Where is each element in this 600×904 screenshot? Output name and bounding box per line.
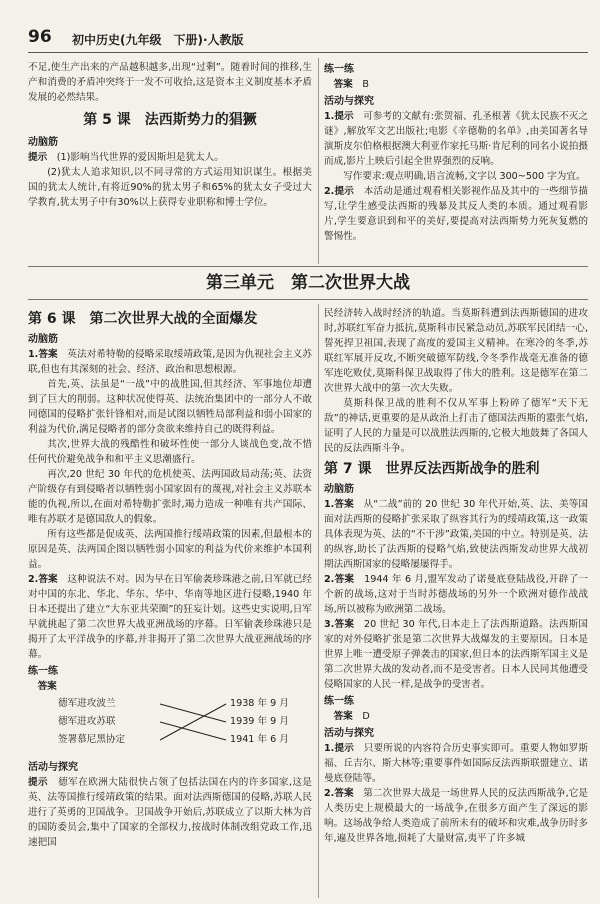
item-number: 1. [28, 349, 39, 360]
right-bottom-column [324, 306, 588, 898]
answer-item-3 [324, 617, 588, 692]
column-divider [318, 304, 319, 898]
item-label: 答案 [334, 788, 354, 799]
section-heading-practice: 练一练 [28, 666, 58, 677]
activity-item-2 [324, 184, 588, 244]
book-title: 初中历史(九年级 下册)·人教版 [72, 33, 244, 47]
activity-item-1 [324, 741, 588, 786]
answer-item-2 [324, 572, 588, 617]
tip-text: 德军在欧洲大陆很快占领了包括法国在内的许多国家,这是英、法等国推行绥靖政策的结果。面对法西斯德国的侵略,苏联人民进行了英勇的卫国战争。卫国战争开始后,苏联成立了以斯大林为首的国防委员会,集中了国家的全部权力,按战时体制改组党政工作,迅速把国 [28, 777, 312, 848]
page-header [28, 27, 588, 53]
item-text: 1944 年 6 月,盟军发动了诺曼底登陆战役,开辟了一个新的战场,这对于当时苏德战场的另外一个欧洲对德作战战场,所以被称为欧洲第二战场。 [324, 574, 588, 615]
section-heading-dnj: 动脑筋 [28, 137, 58, 148]
section-heading-practice: 练一练 [324, 64, 354, 75]
match-lines [158, 696, 228, 756]
answer-value: D [362, 711, 370, 722]
item-number: 1. [324, 111, 335, 122]
answer-label: 答案 [37, 681, 57, 692]
left-bottom-column [28, 306, 312, 898]
section-heading-activity: 活动与探究 [28, 762, 78, 773]
right-top-column [324, 60, 588, 264]
writing-requirement: 写作要求:观点明确,语言流畅,文字以 300~500 字为宜。 [343, 171, 586, 182]
tip-label: 提示 [28, 152, 48, 163]
item-text: 第二次世界大战是一场世界人民的反法西斯战争,它是人类历史上规模最大的一场战争,在很多方面产生了深远的影响。这场战争给人类造成了前所未有的破坏和灾难,战争历时多年,遍及世界各地,损耗了大量财富,夷平了许多城 [324, 788, 588, 844]
section-heading-activity: 活动与探究 [324, 96, 374, 107]
paragraph: 民经济转入战时经济的轨道。当莫斯科遭到法西斯德国的进攻时,苏联红军奋力抵抗,莫斯科市民紧急动员,苏联军民团结一心,誓死捍卫祖国,表现了高度的爱国主义精神。在寒冷的冬季,苏联红军展开反攻,不断突破德军防线,令冬季作战毫无准备的德军连吃败仗,莫斯科保卫战取得了伟大的胜利。这是德军在第二次世界大战中的第一次大失败。 [324, 308, 588, 394]
paragraph: 首先,英、法虽是“一战”中的战胜国,但其经济、军事地位却遭到了巨大的削弱。这种状况使得英、法统治集团中的一部分人不敢同德国的侵略扩张针锋相对,而是试图以牺牲局部利益和弱小国家的利益为代价,满足侵略者的部分贪欲来维持自己的既得利益。 [28, 379, 312, 435]
answer-item-2 [28, 572, 312, 662]
lesson6-title: 第 6 课 第二次世界大战的全面爆发 [28, 311, 258, 327]
section-heading-dnj: 动脑筋 [28, 334, 58, 345]
match-right-1: 1938 年 9 月 [230, 698, 289, 709]
section-heading-dnj: 动脑筋 [324, 484, 354, 495]
activity-item-1 [324, 109, 588, 169]
paragraph: 再次,20 世纪 30 年代的危机使英、法两国政局动荡;英、法资产阶级存有到侵略者以牺牲弱小国家固有的蔑视,对社会主义苏联本能的仇视,所以,在面对希特勒扩张时,竭力造成一种唯有共产国际、唯有苏联才是德国敌人的假象。 [28, 469, 312, 525]
item-label: 提示 [334, 743, 355, 754]
item-label: 答案 [38, 349, 58, 360]
item-text: 20 世纪 30 年代,日本走上了法西斯道路。法西斯国家的对外侵略扩张是第二次世界大战爆发的主要原因。日本是世界上唯一遭受原子弹袭击的国家,但日本的法西斯军国主义是第二次世界大战的发动者,而不是受害者。日本人民同其他遭受侵略国家的人民一样,是战争的受害者。 [324, 619, 588, 690]
match-right-2: 1939 年 9 月 [230, 716, 289, 727]
match-left-2: 德军进攻苏联 [58, 716, 116, 727]
item-label: 提示 [334, 186, 355, 197]
paragraph: 不足,使生产出来的产品越积越多,出现“过剩”。随着时间的推移,生产和消费的矛盾冲突终于一发不可收拾,这是资本主义制度基本矛盾发展的必然结果。 [28, 62, 312, 103]
paragraph: 所有这些都是促成英、法两国推行绥靖政策的因素,但最根本的原因是英、法两国企图以牺牲弱小国家的利益为代价来维护本国利益。 [28, 529, 312, 570]
item-text: 这种说法不对。因为早在日军偷袭珍珠港之前,日军就已经对中国的东北、华北、华东、华中、华南等地区进行侵略,1940 年日本还提出了建立“大东亚共荣圈”的狂妄计划。这些史实说明,日军早就挑起了第二次世界大战亚洲战场的序幕。日军偷袭珍珠港只是揭开了太平洋战争的序幕,并非揭开了第二次世界大战亚洲战场的序幕。 [28, 574, 312, 660]
tip-label: 提示 [28, 777, 49, 788]
item-text: 可参考的文献有:张贺福、孔圣根著《犹太民族不灭之谜》,解放军文艺出版社;电影《辛德勒的名单》,由美国著名导演斯皮尔伯格根据澳大利亚作家托马斯·肯尼利的同名小说拍摄而成,影片上映后引起全世界强烈的反响。 [324, 111, 588, 167]
item-label: 答案 [334, 619, 355, 630]
column-divider [318, 58, 319, 264]
item-label: 答案 [334, 499, 354, 510]
item-number: 1. [324, 499, 335, 510]
section-heading-activity: 活动与探究 [324, 728, 374, 739]
item-number: 2. [28, 574, 39, 585]
answer-label: 答案 [333, 79, 353, 90]
answer-item-1 [28, 347, 312, 377]
item-number: 2. [324, 574, 335, 585]
item-label: 答案 [38, 574, 58, 585]
item-number: 1. [324, 743, 335, 754]
item-text: 本活动是通过观看相关影视作品及其中的一些细节描写,让学生感受法西斯的残暴及其反人类的本质。通过观看影片,学生要意识到和平的美好,要提高对法西斯势力死灰复燃的警惕性。 [324, 186, 588, 242]
page-number: 96 [28, 27, 52, 47]
answer-line [28, 679, 312, 694]
item-text: 英法对希特勒的侵略采取绥靖政策,是因为仇视社会主义苏联,但也有其深刻的社会、经济、政治和思想根源。 [28, 349, 312, 375]
item-label: 答案 [334, 574, 355, 585]
match-line [160, 704, 226, 722]
answer-label: 答案 [333, 711, 353, 722]
section-heading-practice: 练一练 [324, 696, 354, 707]
activity-item-2 [324, 786, 588, 846]
answer-line [324, 709, 588, 724]
unit-title: 第三单元 第二次世界大战 [28, 266, 588, 300]
tip-text: (1)影响当代世界的爱因斯坦是犹太人。 [56, 152, 224, 163]
paragraph: 其次,世界大战的残酷性和破坏性使一部分人谈战色变,故不惜任何代价避免战争和和平主义思潮盛行。 [28, 439, 312, 465]
tip-paragraph-2: (2)犹太人追求知识,以不同寻常的方式运用知识谋生。根据美国的犹太人统计,有将近90%的犹太男子和65%的犹太女子受过大学教育,犹太男子中有30%以上获得专业职称和博士学位。 [28, 167, 312, 208]
item-text: 只要所说的内容符合历史事实即可。重要人物如罗斯福、丘吉尔、斯大林等;重要事件如国际反法西斯联盟建立、诺曼底登陆等。 [324, 743, 588, 784]
paragraph: 莫斯科保卫战的胜利不仅从军事上粉碎了德军“天下无敌”的神话,更重要的是从政治上打击了德国法西斯的嚣张气焰,证明了人民的力量是可以战胜法西斯的,它极大地鼓舞了各国人民的反法西斯斗争。 [324, 398, 588, 454]
item-number: 2. [324, 788, 335, 799]
match-line [160, 722, 226, 740]
match-right-3: 1941 年 6 月 [230, 734, 289, 745]
lesson7-title: 第 7 课 世界反法西斯战争的胜利 [324, 461, 540, 477]
activity-tip [28, 775, 312, 850]
match-line [160, 704, 226, 740]
answer-item-1 [324, 497, 588, 572]
item-text: 从“二战”前的 20 世纪 30 年代开始,英、法、美等国面对法西斯的侵略扩张采取了纵容其行为的绥靖政策,这一政策具体表现为英、法的“不干涉”政策,美国的中立。特别是英、法的纵容,助长了法西斯的侵略气焰,致使法西斯发动世界大战初期法西斯国家的侵略屡屡得手。 [324, 499, 588, 570]
left-top-column [28, 60, 312, 264]
item-number: 3. [324, 619, 335, 630]
item-number: 2. [324, 186, 335, 197]
lesson5-title: 第 5 课 法西斯势力的猖獗 [83, 112, 257, 128]
answer-line [324, 77, 588, 92]
match-left-1: 德军进攻波兰 [58, 698, 116, 709]
match-left-3: 签署慕尼黑协定 [58, 734, 126, 745]
answer-value: B [362, 79, 369, 90]
item-label: 提示 [334, 111, 354, 122]
matching-diagram [58, 696, 312, 756]
tip-paragraph [28, 150, 312, 165]
